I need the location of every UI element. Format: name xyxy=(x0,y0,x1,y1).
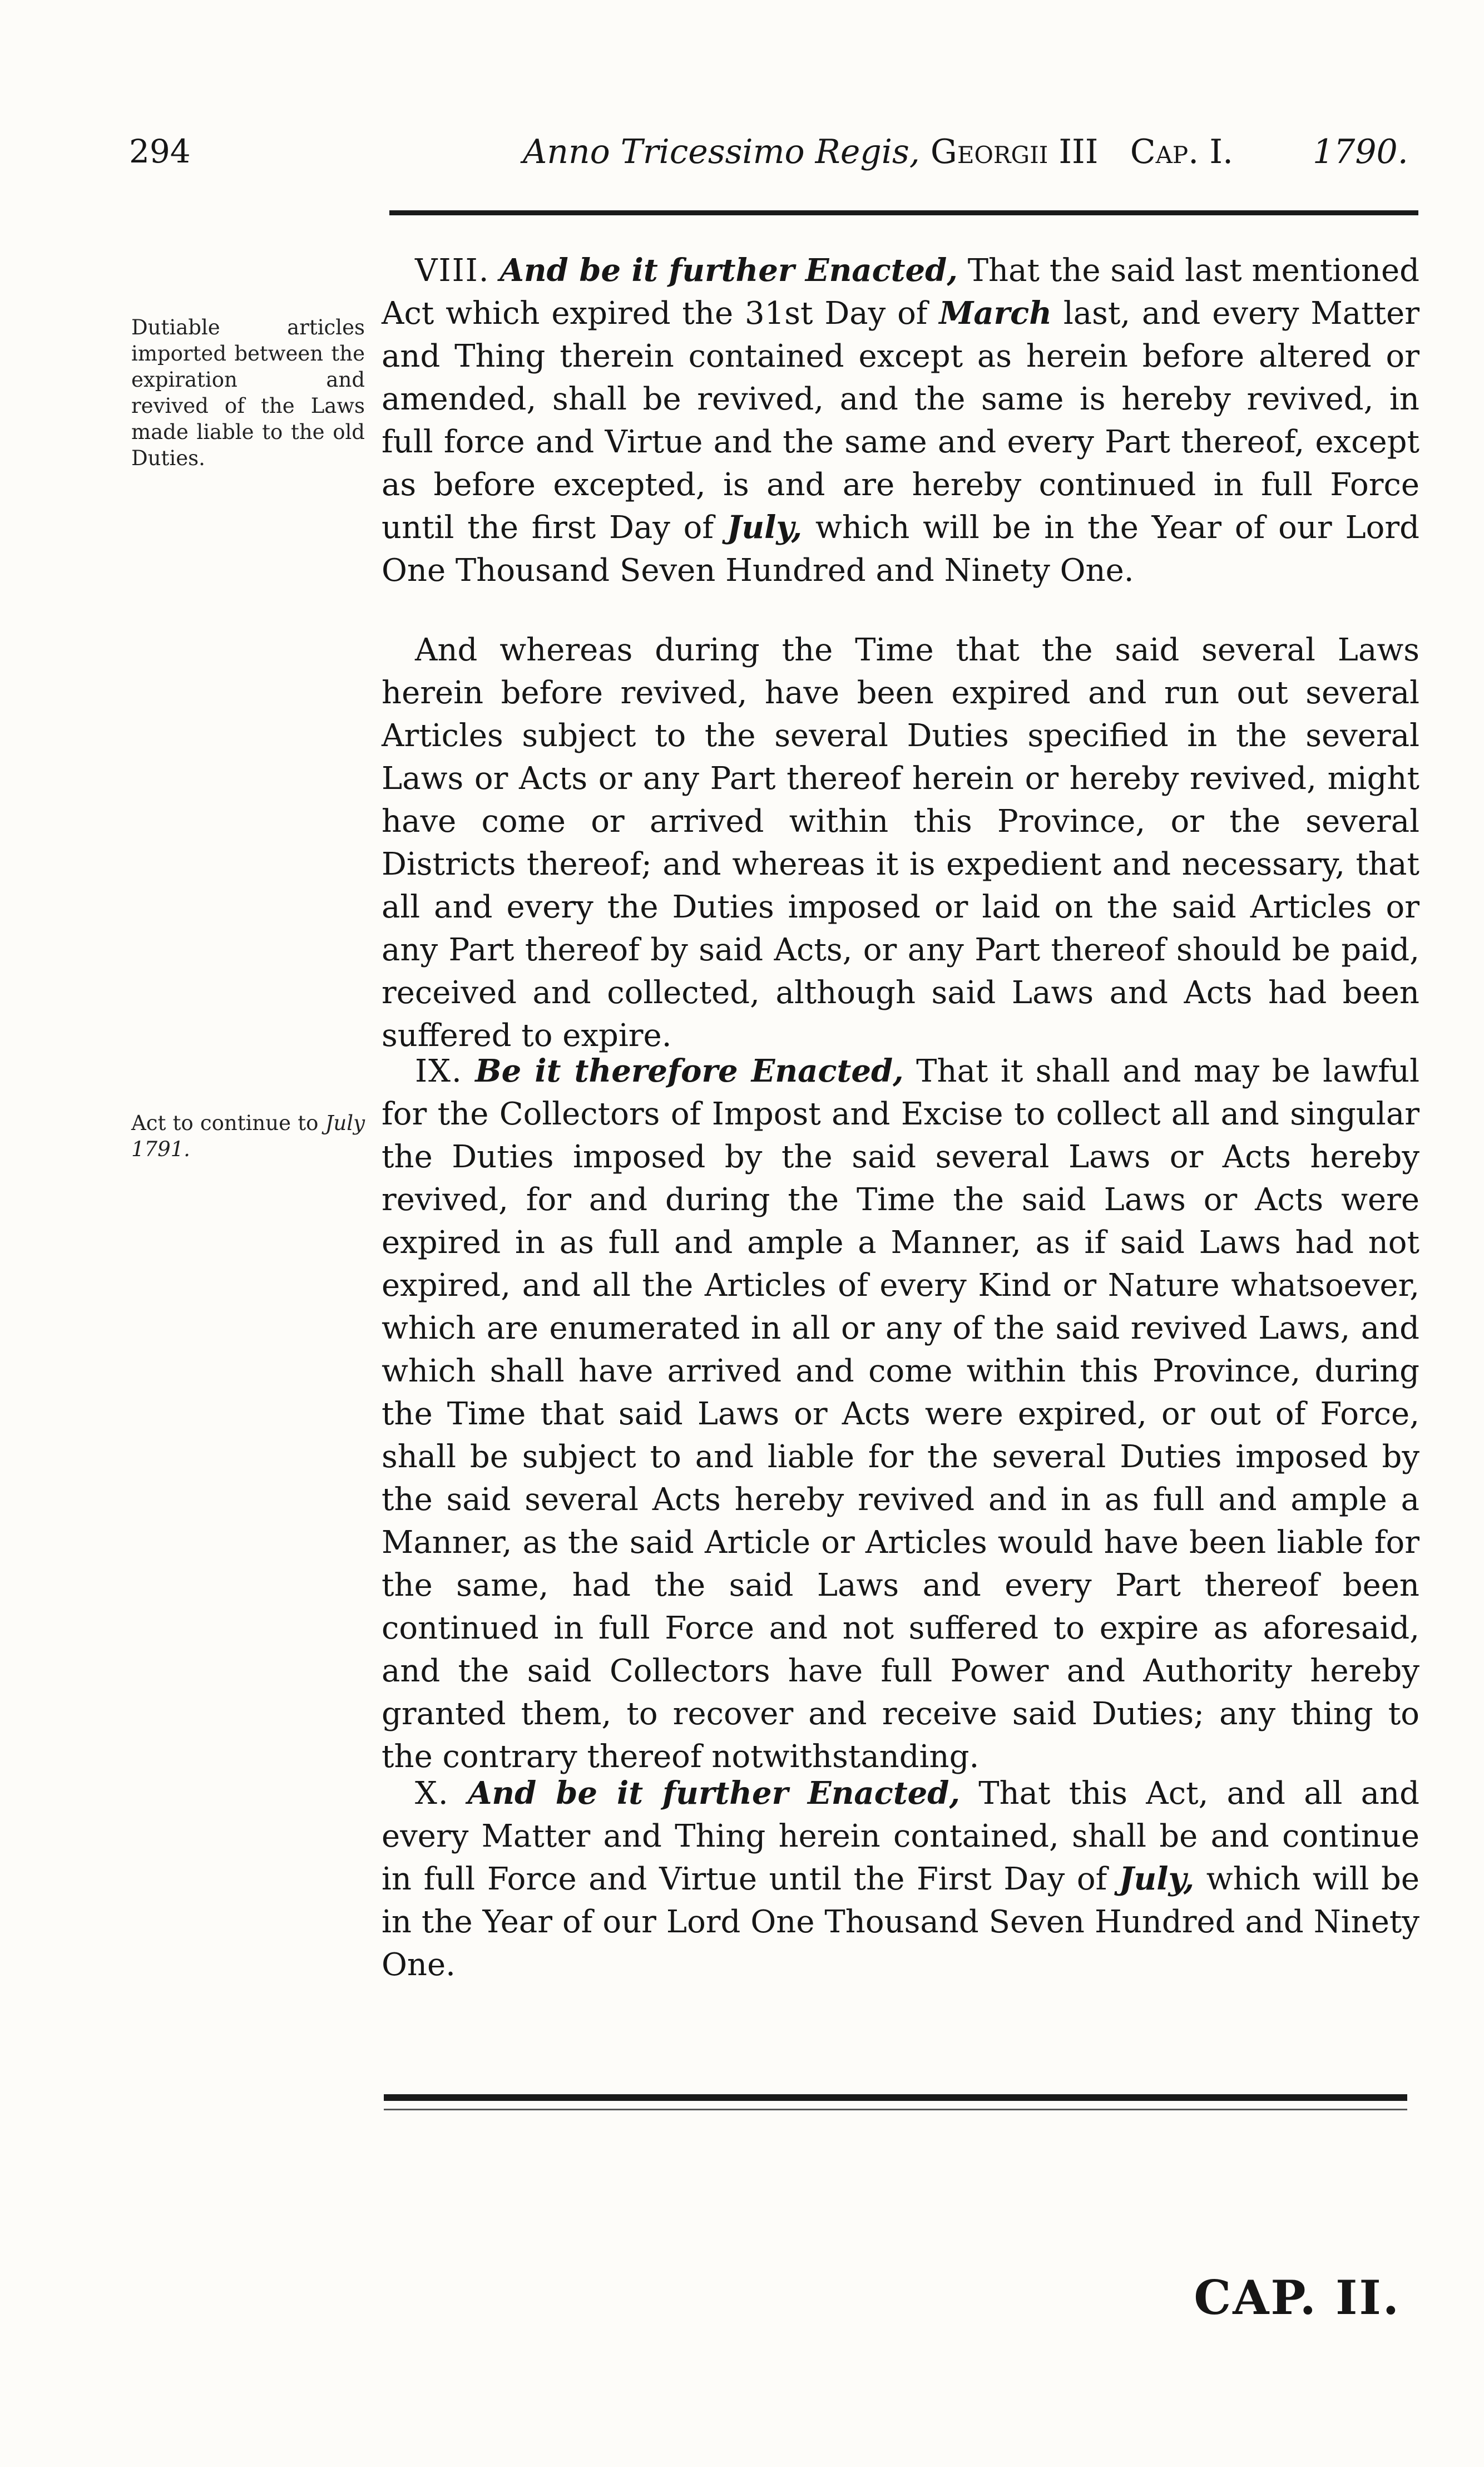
section-viii-month: March xyxy=(939,295,1052,332)
margin-note-act-continue-text: Act to continue to xyxy=(131,1111,319,1135)
margin-note-act-continue xyxy=(131,1110,365,1162)
section-viii-number: VIII. xyxy=(415,253,490,289)
running-head-title: Anno Tricessimo Regis, xyxy=(523,132,920,171)
running-head xyxy=(523,132,1268,171)
section-ix-enacting: Be it therefore Enacted, xyxy=(475,1053,904,1089)
page-number: 294 xyxy=(129,132,191,170)
running-head-chapter: Cap. I. xyxy=(1130,132,1234,171)
section-ix-number: IX. xyxy=(415,1053,463,1089)
margin-note-dutiable-articles: Dutiable articles imported between the expiration and revived of the Laws made liable to the old Duties. xyxy=(131,315,365,470)
running-head-king: Georgii III xyxy=(930,132,1099,171)
header-rule xyxy=(389,210,1418,215)
section-x-enacting: And be it further Enacted, xyxy=(467,1775,960,1812)
section-x-month: July, xyxy=(1119,1861,1195,1897)
footer-rule xyxy=(384,2094,1407,2101)
section-viii-text-1: That the said last mentioned Act which expired the 31st Day of xyxy=(382,253,1419,332)
catchword: CAP. II. xyxy=(1194,2270,1401,2325)
section-x-text-1: That this Act, and all and every Matter and Thing herein contained, shall be and continue in full Force and Virtue until the First Day of xyxy=(382,1775,1419,1897)
section-viii-month-2: July, xyxy=(726,509,803,546)
section-x-number: X. xyxy=(415,1775,449,1812)
section-x xyxy=(382,1772,1419,1986)
section-x-text-2: which will be in the Year of our Lord One Thousand Seven Hundred and Ninety One. xyxy=(382,1861,1419,1983)
margin-note-act-continue-date: July 1791. xyxy=(131,1111,365,1161)
whereas-clause xyxy=(382,629,1419,1057)
section-ix-text: That it shall and may be lawful for the Collectors of Impost and Excise to collect all and singular the Duties imposed by the said several Laws or Acts hereby revived, for and during the Time the said Laws or Acts were expired in as full and ample a Manner, as if said Laws had not expired, and all the Articles of every Kind or Nature whatsoever, which are enumerated in all or any of the said revived Laws, and which shall have arrived and come within this Province, during the Time that said Laws or Acts were expired, or out of Force, shall be subject to and liable for the several Duties imposed by the said several Acts hereby revived and in as full and ample a Manner, as the said Article or Articles would have been liable for the same, had the said Laws and every Part thereof been continued in full Force and not suffered to expire as aforesaid, and the said Collectors have full Power and Authority hereby granted them, to recover and receive said Duties; any thing to the contrary thereof notwithstanding. xyxy=(382,1053,1419,1775)
section-viii-text-2: last, and every Matter and Thing therein contained except as herein before altered or amended, shall be revived, and the same is hereby revived, in full force and Virtue and the same and every Part thereof, except as before excepted, is and are hereby continued in full Force until the first Day of xyxy=(382,295,1420,546)
footer-rule-fine xyxy=(384,2109,1407,2110)
running-head-year: 1790. xyxy=(1313,132,1408,171)
section-viii xyxy=(382,249,1419,592)
whereas-text: And whereas during the Time that the said several Laws herein before revived, have been expired and run out several Articles subject to the several Duties specified in the several Laws or Acts or any Part thereof herein or hereby revived, might have come or arrived within this Province, or the several Districts thereof; and whereas it is expedient and necessary, that all and every the Duties imposed or laid on the said Articles or any Part thereof by said Acts, or any Part thereof should be paid, received and collected, although said Laws and Acts had been suffered to expire. xyxy=(382,632,1419,1054)
section-viii-enacting: And be it further Enacted, xyxy=(499,252,958,289)
section-viii-text-3: which will be in the Year of our Lord One Thousand Seven Hundred and Ninety One. xyxy=(382,510,1419,589)
section-ix xyxy=(382,1050,1419,1778)
